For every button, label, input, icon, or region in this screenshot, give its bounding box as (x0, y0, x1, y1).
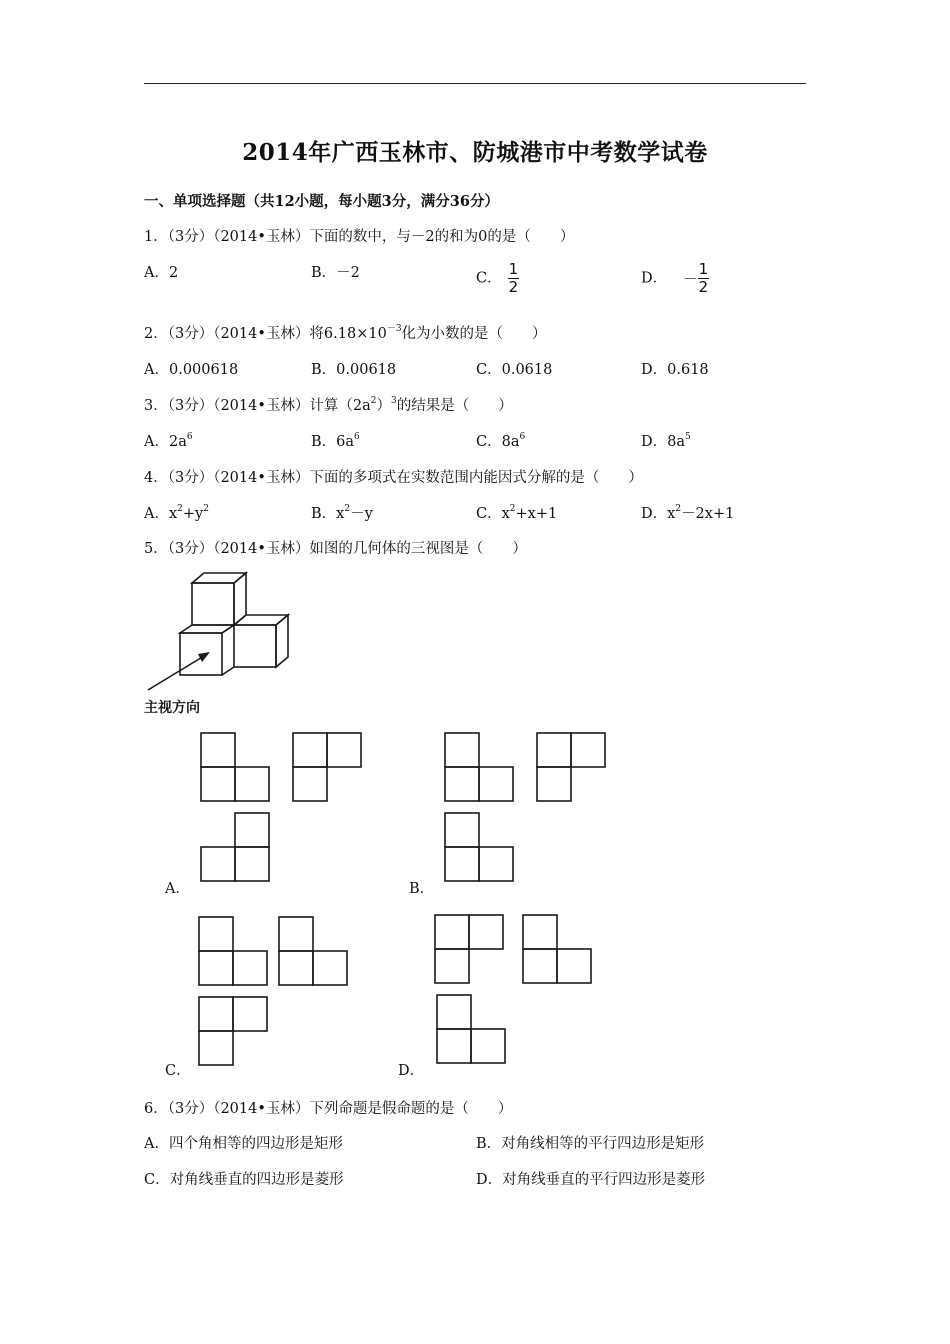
side-view (537, 733, 605, 801)
q6-option-c (144, 1168, 344, 1189)
option-text: 8a (667, 434, 686, 450)
top-view (437, 995, 505, 1063)
page-title: 2014年广西玉林市、防城港市中考数学试卷 (242, 139, 708, 166)
option-text: 0.00618 (336, 362, 397, 378)
q5-option-c-views (198, 916, 368, 1068)
exponent: 6 (354, 432, 360, 442)
option-label: A． (144, 265, 169, 281)
question-stem-end: 化为小数的是（ ） (401, 326, 547, 342)
option-label: A． (144, 506, 169, 522)
q3-option-a (144, 430, 193, 451)
bottom-right-cube (222, 615, 288, 675)
side-view (279, 917, 347, 985)
q3-option-c (476, 430, 525, 451)
option-text: 对角线垂直的四边形是菱形 (169, 1172, 344, 1188)
option-label: B． (311, 434, 337, 450)
question-number: 1． (144, 229, 168, 245)
side-view (293, 733, 361, 801)
q6-option-d (476, 1168, 705, 1189)
minus-sign: － (683, 272, 698, 288)
option-text: x (501, 506, 510, 522)
q5-option-d-views (434, 914, 604, 1066)
question-stem-end: 的结果是（ ） (396, 398, 513, 414)
option-text: －2x+1 (681, 506, 735, 522)
exponent: 2 (177, 504, 183, 514)
question-5 (144, 537, 527, 558)
view-direction-arrow (148, 652, 210, 690)
fraction-numerator: 1 (508, 260, 519, 278)
question-stem: （3分）（2014•玉林）下面的多项式在实数范围内能因式分解的是（ ） (167, 470, 643, 486)
q6-option-a (144, 1132, 343, 1153)
q2-option-a (144, 358, 238, 379)
front-view (435, 915, 503, 983)
option-label: C． (476, 434, 502, 450)
q1-option-a (144, 261, 178, 282)
q2-option-c (476, 358, 552, 379)
question-number: 4． (144, 470, 168, 486)
q2-option-b (311, 358, 396, 379)
option-text: x (168, 506, 178, 522)
option-text: +x+1 (515, 506, 558, 522)
option-text: 2 (168, 265, 179, 281)
option-label: D． (641, 362, 668, 378)
q3-option-d (641, 430, 691, 451)
q3-option-b (311, 430, 360, 451)
exponent: 2 (509, 504, 516, 514)
option-label: C． (476, 506, 502, 522)
cube-solid-figure (140, 570, 300, 700)
option-label: C． (144, 1172, 170, 1188)
option-label: A． (144, 362, 169, 378)
exponent: 2 (370, 396, 377, 406)
question-stem-mid: ） (376, 398, 392, 414)
exponent: 3 (391, 396, 397, 406)
top-view (201, 813, 269, 881)
question-stem: （3分）（2014•玉林）下列命题是假命题的是（ ） (167, 1101, 513, 1117)
question-3 (144, 394, 513, 415)
question-1 (144, 225, 574, 246)
option-text: 0.0618 (501, 362, 553, 378)
exponent: 2 (344, 504, 351, 514)
q5-option-c-label: C． (165, 1063, 191, 1079)
option-label: B． (476, 1136, 502, 1152)
question-number: 5． (144, 541, 168, 557)
option-text: 四个角相等的四边形是矩形 (168, 1136, 343, 1152)
q1-option-c (476, 261, 519, 296)
fraction-denominator: 2 (698, 278, 709, 296)
top-view (445, 813, 513, 881)
option-label: B． (311, 265, 337, 281)
fraction-numerator: 1 (698, 260, 709, 278)
q4-option-a (144, 502, 209, 523)
fraction-denominator: 2 (508, 278, 519, 296)
option-label: D． (641, 434, 668, 450)
figure-caption: 主视方向 (144, 700, 200, 716)
header-rule (144, 83, 806, 84)
q1-option-b (311, 261, 360, 282)
exponent: 6 (519, 432, 526, 442)
exponent: 2 (203, 504, 209, 514)
fraction (698, 261, 710, 296)
q5-option-d-label: D． (398, 1063, 425, 1079)
option-text: x (336, 506, 345, 522)
question-number: 6． (144, 1101, 168, 1117)
option-text: 对角线相等的平行四边形是矩形 (501, 1136, 705, 1152)
q2-option-d (641, 358, 709, 379)
option-label: D． (641, 506, 668, 522)
option-text: 2a (168, 434, 187, 450)
q5-option-b-views (444, 732, 614, 884)
section-heading: 一、单项选择题（共12小题，每小题3分，满分36分） (144, 193, 499, 210)
front-view (199, 917, 267, 985)
q6-option-b (476, 1132, 704, 1153)
top-cube (192, 573, 246, 625)
option-text: 对角线垂直的平行四边形是菱形 (502, 1172, 706, 1188)
question-number: 2． (144, 326, 168, 342)
front-view (445, 733, 513, 801)
exponent: 2 (675, 504, 682, 514)
option-text: 0.618 (667, 362, 709, 378)
q5-option-a-label: A． (165, 881, 190, 897)
exponent: －3 (386, 324, 402, 334)
q4-option-b (311, 502, 373, 523)
option-text: 6a (336, 434, 355, 450)
option-text: +y (182, 506, 204, 522)
fraction (508, 261, 520, 296)
option-label: B． (311, 506, 337, 522)
q4-option-d (641, 502, 734, 523)
question-6 (144, 1097, 512, 1118)
question-stem: （3分）（2014•玉林）下面的数中，与－2的和为0的是（ ） (167, 229, 575, 245)
option-text: 8a (501, 434, 520, 450)
option-text: 0.000618 (168, 362, 239, 378)
option-label: C． (476, 270, 502, 287)
side-view (523, 915, 591, 983)
exponent: 6 (186, 432, 193, 442)
option-text: x (667, 506, 676, 522)
top-view (199, 997, 267, 1065)
q5-option-a-views (200, 732, 370, 884)
q4-option-c (476, 502, 557, 523)
q5-option-b-label: B． (409, 881, 435, 897)
option-text: －y (350, 506, 373, 522)
option-label: D． (476, 1172, 503, 1188)
question-stem: （3分）（2014•玉林）计算（2a (167, 398, 371, 414)
front-view (201, 733, 269, 801)
option-text: －2 (336, 265, 360, 281)
question-number: 3． (144, 398, 168, 414)
option-label: A． (144, 434, 169, 450)
exponent: 5 (685, 432, 691, 442)
question-stem: （3分）（2014•玉林）将6.18×10 (167, 326, 387, 342)
option-label: D． (641, 270, 668, 287)
question-2 (144, 322, 547, 343)
option-label: C． (476, 362, 502, 378)
bottom-left-cube (180, 625, 234, 675)
q1-option-d (641, 261, 709, 296)
option-label: B． (311, 362, 337, 378)
question-4 (144, 466, 643, 487)
question-stem: （3分）（2014•玉林）如图的几何体的三视图是（ ） (167, 541, 527, 557)
option-label: A． (144, 1136, 169, 1152)
